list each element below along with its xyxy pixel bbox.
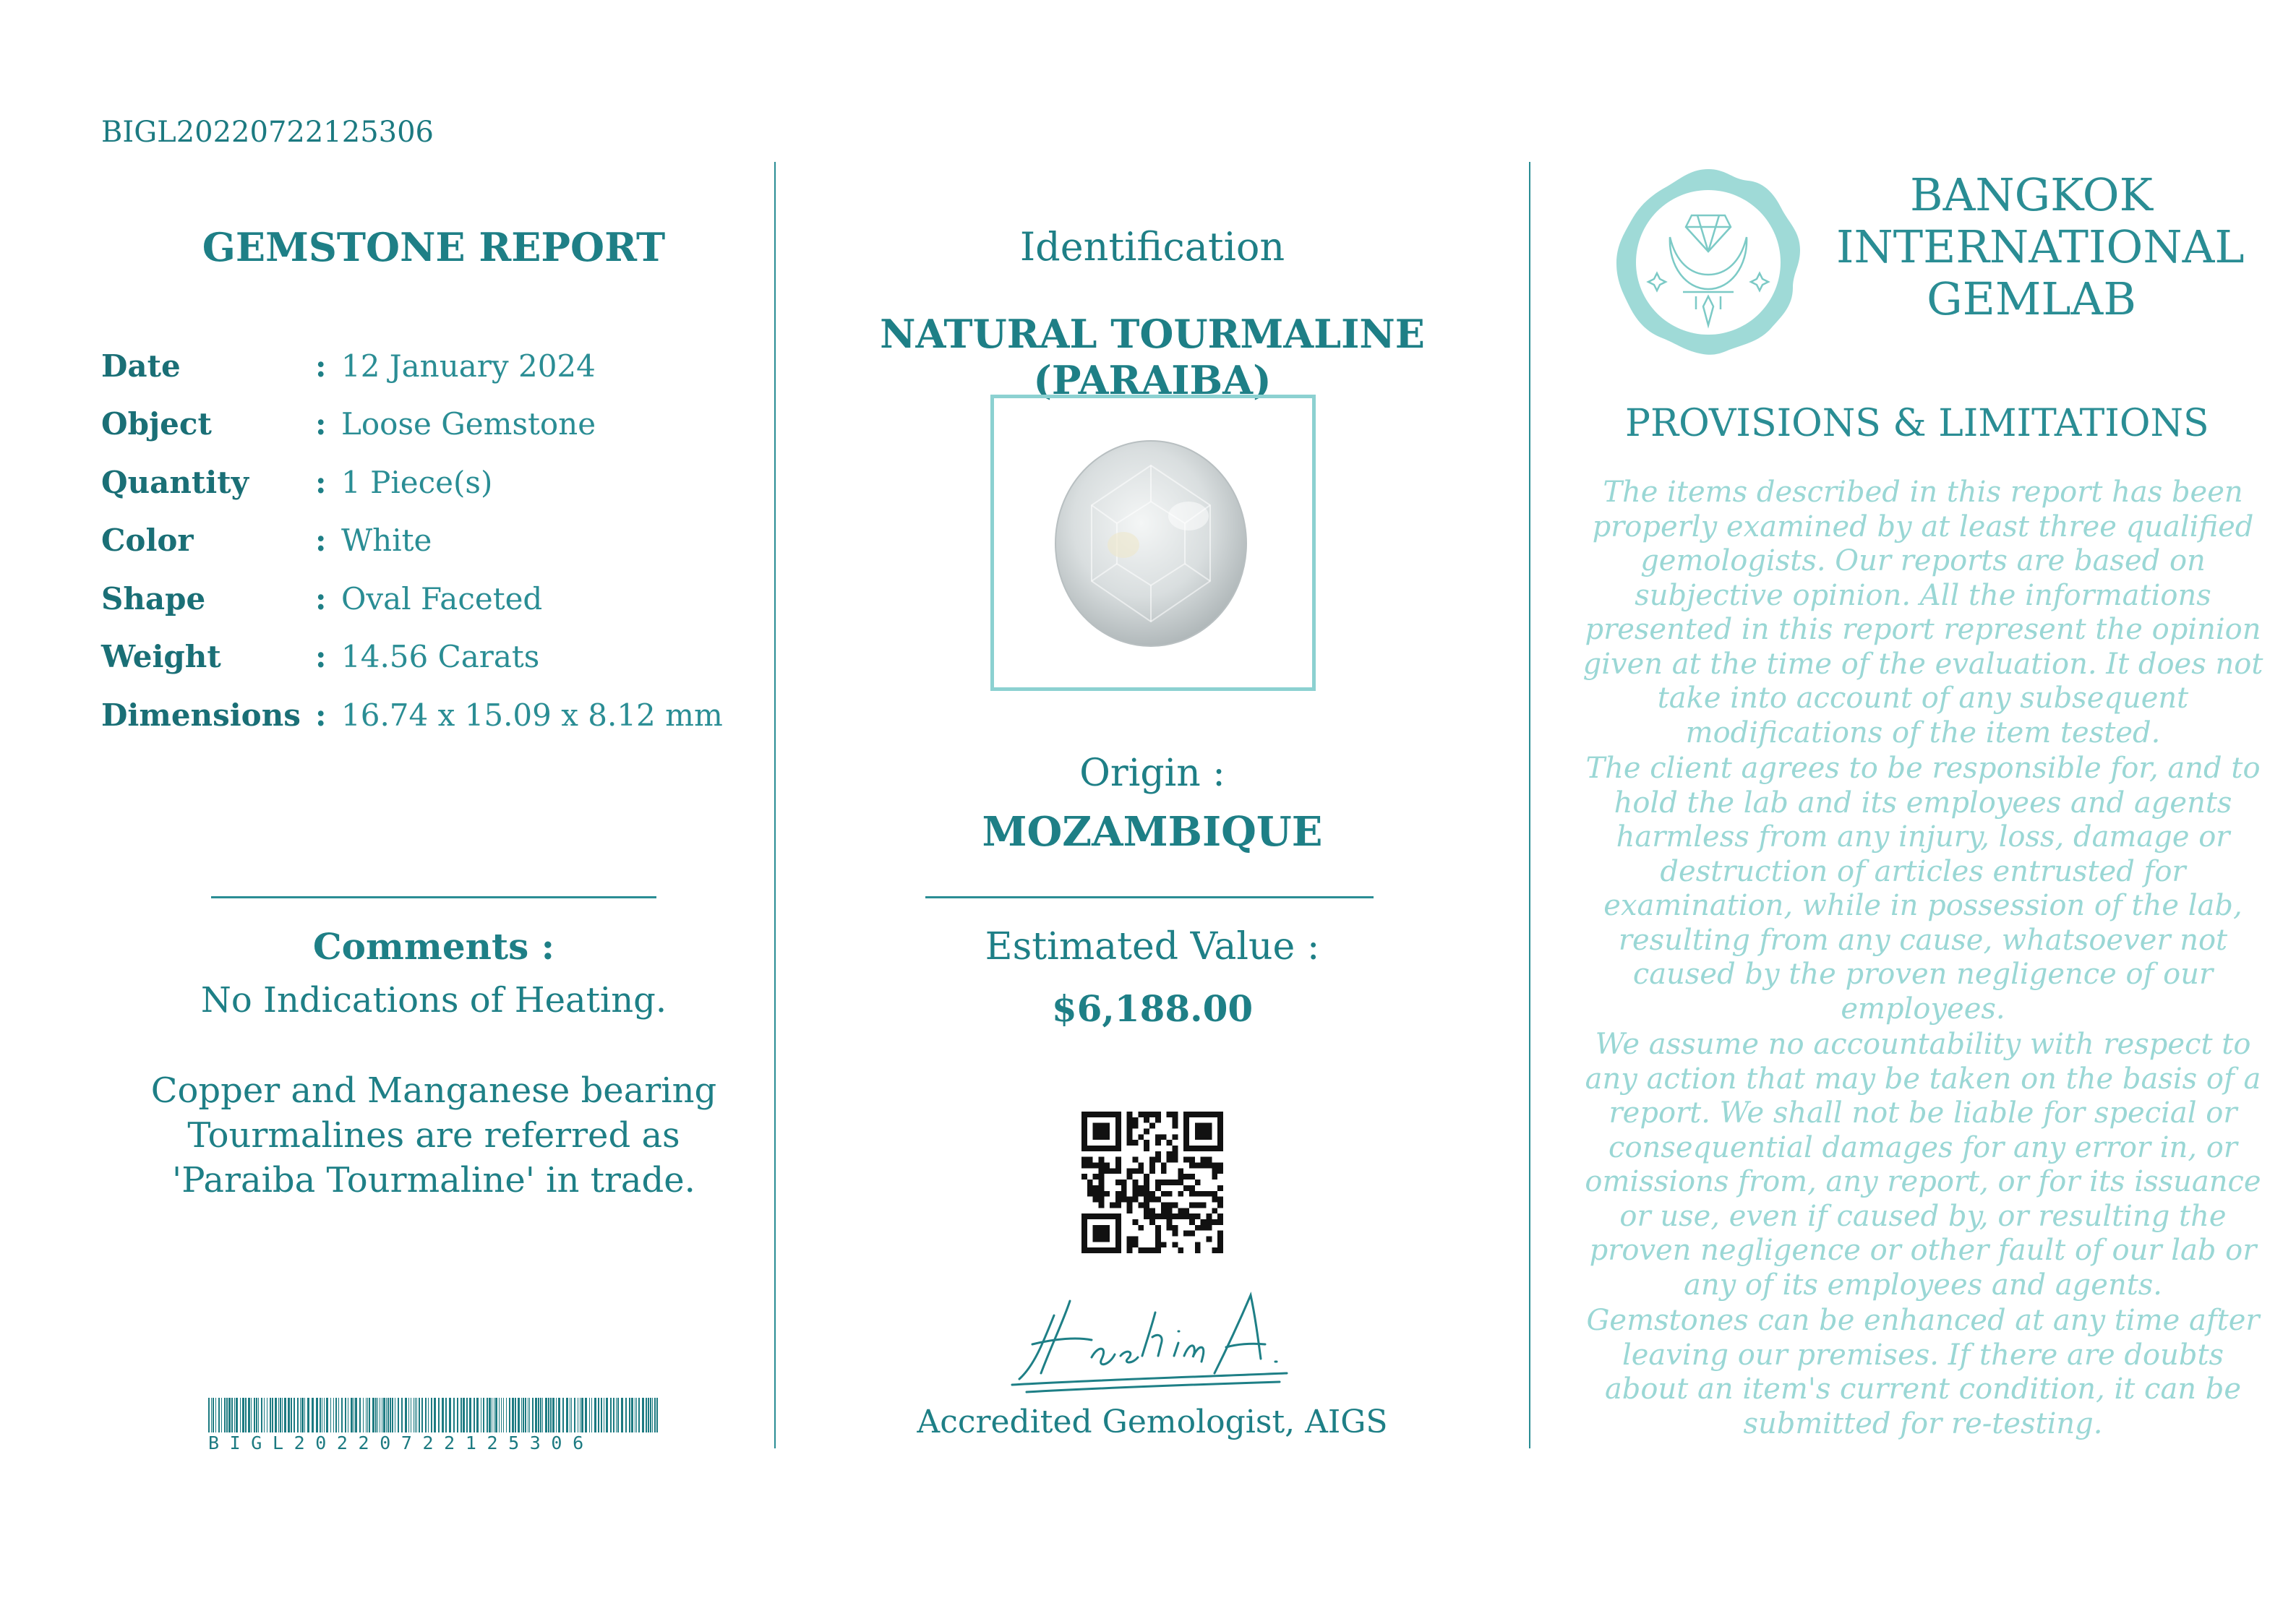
detail-row-shape [101,581,810,639]
value-divider [925,896,1374,898]
detail-row-date [101,348,810,406]
provision-liability-client: The client agrees to be responsible for, and to hold the lab and its employees and agents harmless from any injury, loss, damage or destruction of articles entrusted for examination, while in possession of the lab, resulting from any cause, whatsoever not caused by the proven negligence of our employees. [1585,752,2261,1026]
detail-value: 1 Piece(s) [341,465,493,500]
identification-label: Identification [1019,224,1285,270]
lab-name: BANGKOK INTERNATIONAL GEMLAB [1836,168,2245,325]
gemologist-signature [998,1286,1301,1402]
detail-label: Shape [101,581,206,616]
report-title: GEMSTONE REPORT [202,224,666,270]
detail-row-dimensions [101,697,810,755]
identification-value: NATURAL TOURMALINE (PARAIBA) [880,311,1425,403]
provision-accountability: We assume no accountability with respect to any action that may be taken on the basis of a report. We shall not be liable for special or consequential damages for any error in, or omissions from, any report, or for its issuance or use, even if caused by, or resulting the proven negligence or other fault of our lab or any of its employees and agents. [1585,1028,2261,1302]
comments-divider [211,896,656,898]
comments-heading: Comments : [312,925,555,968]
detail-row-weight [101,639,810,697]
barcode-graphic [208,1398,662,1432]
detail-value: White [341,523,432,558]
provisions-heading: PROVISIONS & LIMITATIONS [1625,402,2209,445]
estimated-value-amount: $6,188.00 [1051,987,1254,1030]
detail-colon: : [315,465,327,500]
report-number: BIGL20220722125306 [101,116,434,149]
detail-colon: : [315,406,327,442]
qr-code[interactable] [1081,1112,1223,1253]
detail-label: Color [101,523,194,558]
barcode-number: BIGL20220722125306 [208,1432,594,1453]
detail-value: 12 January 2024 [341,348,596,384]
origin-value: MOZAMBIQUE [982,808,1323,856]
comment-paraiba: Copper and Manganese bearing Tourmalines are referred as 'Paraiba Tourmaline' in trade. [150,1070,717,1200]
detail-colon: : [315,639,327,674]
detail-colon: : [315,581,327,616]
estimated-value-label: Estimated Value : [985,925,1320,968]
detail-colon: : [315,523,327,558]
comment-heating: No Indications of Heating. [200,980,667,1021]
detail-value: 14.56 Carats [341,639,540,674]
detail-row-color [101,523,810,580]
detail-row-object [101,406,810,464]
detail-colon: : [315,348,327,384]
detail-colon: : [315,697,327,733]
detail-label: Quantity [101,465,249,500]
origin-label: Origin : [1079,752,1225,795]
detail-value: Oval Faceted [341,581,543,616]
gemologist-title: Accredited Gemologist, AIGS [917,1404,1388,1440]
lab-seal-logo [1611,165,1806,360]
gemstone-image [1044,437,1258,650]
detail-value: 16.74 x 15.09 x 8.12 mm [341,697,723,733]
detail-row-quantity [101,465,810,523]
detail-value: Loose Gemstone [341,406,596,442]
provision-examination: The items described in this report has been properly examined by at least three qualified gemologists. Our reports are based on subjective opinion. All the informations presented in this report represent the opinion given at the time of the evaluation. It does not take into account of any subsequent modifications of the item tested. [1582,476,2263,749]
detail-label: Date [101,348,181,384]
provision-enhancement: Gemstones can be enhanced at any time after leaving our premises. If there are doubts about an item's current condition, it can be submitted for re-testing. [1586,1304,2260,1440]
detail-label: Weight [101,639,221,674]
detail-label: Object [101,406,212,442]
detail-label: Dimensions [101,697,301,733]
